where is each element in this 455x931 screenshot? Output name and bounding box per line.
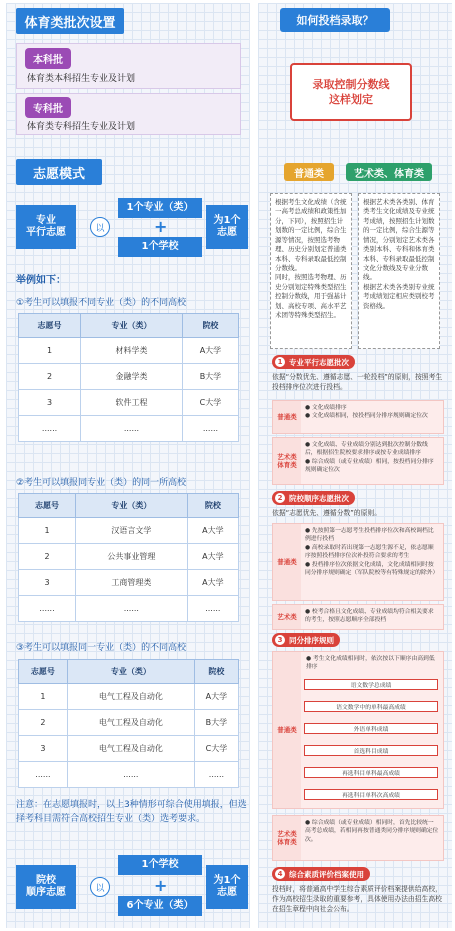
table-row [19,684,239,710]
table-cell: A大学 [182,338,238,364]
table-cell: 材料学类 [81,338,183,364]
batch-settings-header: 体育类批次设置 [16,8,124,34]
table-header-cell: 院校 [194,660,238,684]
junior-batch-card [16,93,241,135]
section-2-title: 院校顺序志愿批次 [289,493,349,503]
table-row [19,736,239,762]
table-cell: A大学 [187,544,238,570]
flow1-connector: 以 [90,217,110,237]
caption-2: ②考生可以填报同专业（类）的同一所高校 [16,478,187,488]
example-title: 举例如下： [16,275,66,286]
section-3-row-art [272,815,444,861]
table-row [19,710,239,736]
row-label: 艺术类 [273,605,301,629]
table-cell: ...... [81,416,183,442]
table-cell: 3 [19,570,76,596]
table-row [19,570,239,596]
section-1-number: 1 [275,357,285,367]
table-header-cell: 志愿号 [19,660,68,684]
section-3-intro: ● 考生文化成绩相同时，依次按以下顺序由高到低排序 [306,656,435,671]
flow2-right: 为1个 志愿 [206,865,248,909]
flow1-right: 为1个 志愿 [206,205,248,249]
left-panel [6,3,250,928]
table-cell: 1 [19,518,76,544]
row-content: ● 文化成绩、专业成绩分别达到批次控制分数线后，根据招生院校要求排序或按专业成绩排序 ● 综合成绩（或专业成绩）相同，按投档同分排序规则确定位次 [305,442,434,474]
section-1-header [272,355,355,369]
general-description: 根据考生文化成绩（含统一高考总成绩和政策性加分，下同），按照招生计划数的一定比例，综合生源等情况，按照选考物理、历史分别划定普通类本科、专科录取最低控制分数线。 同时，按照选考物理、历史分别划定特殊类型招生控制分数线，用于强基计划、高校专项、高水平艺术团等特殊类型招生。 [270,193,352,349]
table-cell: 软件工程 [81,390,183,416]
table-row [19,544,239,570]
table-cell: ...... [182,416,238,442]
table-cell: ...... [67,762,194,788]
row-label: 普通类 [273,401,301,433]
row-content: ● 先按照第一志愿考生投档排序位次和高校调档比例进行投档 ● 高校录取时若出现第一志愿生源不足，依志愿顺序按照投档排序位次补投符合要求的考生 ● 投档排序位次依据文化成绩，文化成绩相同时按同分排序规则确定（军队院校等有特殊规定的除外） [305,528,439,576]
table-header-cell: 专业（类） [81,314,183,338]
flow2-plus: + [154,876,168,895]
row-label: 艺术类 体育类 [273,438,301,484]
table-row [19,338,239,364]
section-2-text: 依据“志愿优先、遵循分数”的原则。 [272,509,381,517]
right-panel [258,3,452,928]
row-label: 普通类 [273,524,301,600]
table-cell: 金融学类 [81,364,183,390]
section-2-row-art [272,604,444,630]
note-text: 注意：在志愿填报时，以上3种情形可综合使用填报，但选择考科目需符合高校招生专业（类）选考要求。 [16,800,247,824]
undergrad-batch-card [16,43,241,89]
flow2-top: 1个学校 [118,855,202,875]
flow1-top: 1个专业（类） [118,198,202,218]
caption-3: ③考生可以填报同一专业（类）的不同高校 [16,643,187,653]
mode-title: 志愿模式 [16,159,102,185]
sort-step-5: 再选科目单科最高成绩 [304,767,438,778]
table-cell: 2 [19,364,81,390]
section-4-title: 综合素质评价档案使用 [289,869,364,879]
table-3 [18,659,239,788]
table-cell: B大学 [194,710,238,736]
table-header-cell: 院校 [187,494,238,518]
table-row [19,416,239,442]
table-header-cell: 专业（类） [76,494,188,518]
table-cell: A大学 [187,570,238,596]
junior-batch-tag: 专科批 [25,97,71,118]
table-cell: C大学 [182,390,238,416]
admission-header: 如何投档录取？ [280,8,390,32]
section-1-text: 依据“分数优先、遵循志愿、一轮投档”的原则，按照考生投档排序位次进行投档。 [272,373,443,391]
table-cell: 电气工程及自动化 [67,710,194,736]
section-4-text: 投档时，将普通高中学生综合素质评价档案提供给高校，作为高校招生录取的重要参考，具体使用办法由招生高校在招生章程中向社会公布。 [272,885,442,913]
table-header-cell: 院校 [182,314,238,338]
section-2-number: 2 [275,493,285,503]
undergrad-batch-tag: 本科批 [25,48,71,69]
row-content: ● 文化成绩排序 ● 文化成绩相同，按投档同分排序规则确定位次 [305,405,428,420]
table-1 [18,313,239,442]
sort-step-3: 外语单科成绩 [304,723,438,734]
section-3-title: 同分排序规则 [289,635,334,645]
table-cell: A大学 [194,684,238,710]
table-cell: ...... [187,596,238,622]
table-cell: 汉语言文学 [76,518,188,544]
table-cell: ...... [76,596,188,622]
table-2 [18,493,239,622]
table-cell: 3 [19,736,68,762]
section-1-row-art [272,437,444,485]
table-row [19,596,239,622]
table-cell: 电气工程及自动化 [67,684,194,710]
category-art-sports: 艺术类、体育类 [346,163,432,181]
table-row [19,364,239,390]
section-4-header [272,867,370,881]
score-line-banner: 录取控制分数线 这样划定 [290,63,412,121]
table-cell: ...... [19,416,81,442]
table-cell: A大学 [187,518,238,544]
row-content: ● 校考合格且文化成绩、专业成绩均符合相关要求的考生，按照志愿顺序全部投档 [305,609,434,624]
table-cell: 3 [19,390,81,416]
table-cell: 1 [19,338,81,364]
table-cell: 公共事业管理 [76,544,188,570]
flow2-left: 院校 顺序志愿 [16,865,76,909]
row-label: 艺术类 体育类 [273,816,301,860]
caption-1: ①考生可以填报不同专业（类）的不同高校 [16,298,187,308]
section-4-number: 4 [275,869,285,879]
flow1-plus: + [154,217,168,236]
table-cell: C大学 [194,736,238,762]
table-cell: B大学 [182,364,238,390]
section-2-row-general [272,523,444,601]
category-general: 普通类 [284,163,334,181]
junior-batch-text: 体育类专科招生专业及计划 [27,122,136,132]
table-row [19,518,239,544]
art-sports-description: 根据艺术类各类别、体育类考生文化成绩及专业统考成绩，按照招生计划数的一定比例，综合生源等情况，分别划定艺术类各类别本科、专科和体育类本科、专科录取最低控制文化分数线及专业分数线。 根据艺术类各类别专业统考成绩划定相应类别校考资格线。 [358,193,440,349]
section-3-header [272,633,340,647]
sort-step-1: 语文数学总成绩 [304,679,438,690]
section-2-header [272,491,355,505]
section-1-title: 专业平行志愿批次 [289,357,349,367]
table-row [19,390,239,416]
flow1-left: 专业 平行志愿 [16,205,76,249]
table-cell: ...... [194,762,238,788]
table-row [19,762,239,788]
table-cell: 2 [19,544,76,570]
flow2-connector: 以 [90,877,110,897]
table-header-cell: 专业（类） [67,660,194,684]
flow2-bottom: 6个专业（类） [118,896,202,916]
table-cell: 电气工程及自动化 [67,736,194,762]
sort-step-6: 再选科目单科次高成绩 [304,789,438,800]
section-3-number: 3 [275,635,285,645]
table-cell: 工商管理类 [76,570,188,596]
sort-step-2: 语文数学中的单科最高成绩 [304,701,438,712]
table-cell: ...... [19,762,68,788]
table-header-cell: 志愿号 [19,494,76,518]
section-1-row-general [272,400,444,434]
table-cell: 2 [19,710,68,736]
row-content: ● 综合成绩（或专业成绩）相同时，首先比较统一高考总成绩，若相同再按普通类同分排序规则确定位次。 [305,820,439,843]
table-header-cell: 志愿号 [19,314,81,338]
flow1-bottom: 1个学校 [118,237,202,257]
row-label: 普通类 [273,652,301,808]
table-cell: ...... [19,596,76,622]
sort-step-4: 首选科目成绩 [304,745,438,756]
table-cell: 1 [19,684,68,710]
undergrad-batch-text: 体育类本科招生专业及计划 [27,74,136,84]
